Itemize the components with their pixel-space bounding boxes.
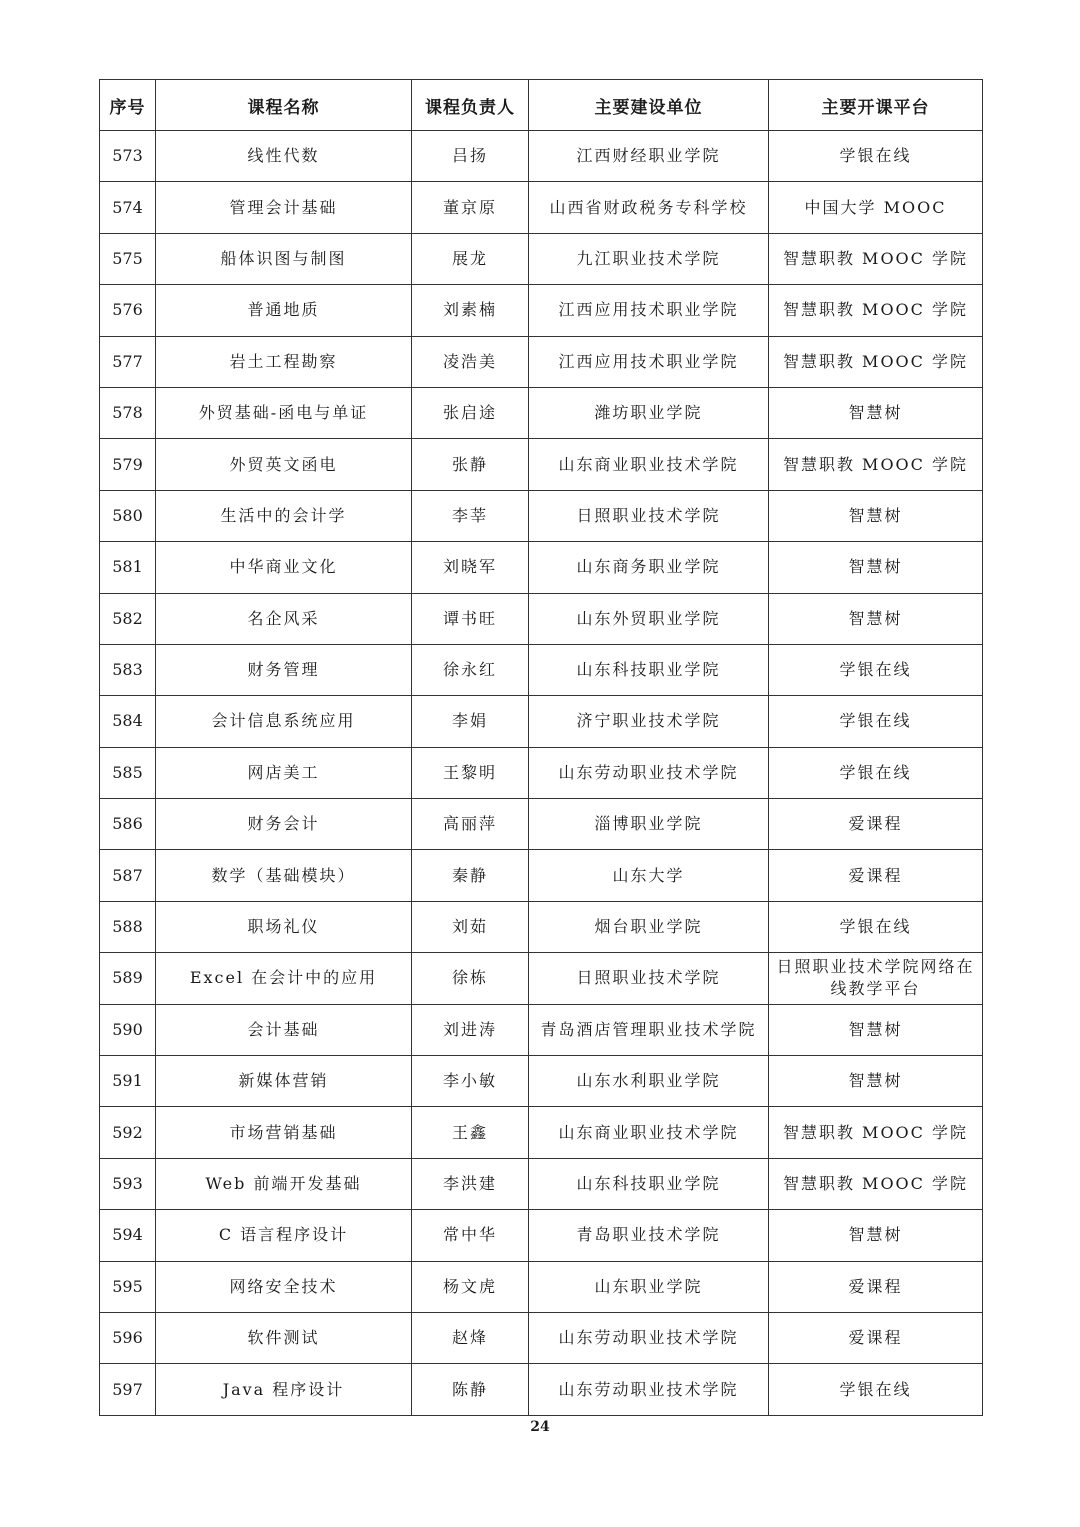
- cell-platform: 学银在线: [769, 1364, 983, 1415]
- cell-construction-unit: 日照职业技术学院: [529, 490, 769, 541]
- cell-serial-number: 576: [100, 285, 156, 336]
- table-row: [100, 696, 983, 747]
- cell-course-name: 外贸基础-函电与单证: [156, 387, 412, 438]
- cell-platform: 学银在线: [769, 131, 983, 182]
- cell-serial-number: 573: [100, 131, 156, 182]
- cell-course-name: 名企风采: [156, 593, 412, 644]
- cell-serial-number: 591: [100, 1056, 156, 1107]
- cell-serial-number: 586: [100, 799, 156, 850]
- cell-course-name: Web 前端开发基础: [156, 1158, 412, 1209]
- table-row: [100, 131, 983, 182]
- cell-construction-unit: 山东劳动职业技术学院: [529, 1364, 769, 1415]
- table-row: [100, 336, 983, 387]
- cell-serial-number: 575: [100, 233, 156, 284]
- cell-course-lead: 刘晓军: [412, 542, 529, 593]
- header-platform: 主要开课平台: [769, 80, 983, 131]
- cell-course-lead: 王鑫: [412, 1107, 529, 1158]
- cell-course-name: Java 程序设计: [156, 1364, 412, 1415]
- cell-course-lead: 展龙: [412, 233, 529, 284]
- cell-platform: 学银在线: [769, 696, 983, 747]
- table-header-row: [100, 80, 983, 131]
- table-row: [100, 285, 983, 336]
- cell-serial-number: 581: [100, 542, 156, 593]
- cell-serial-number: 585: [100, 747, 156, 798]
- cell-course-name: 管理会计基础: [156, 182, 412, 233]
- cell-course-name: 船体识图与制图: [156, 233, 412, 284]
- cell-course-name: 线性代数: [156, 131, 412, 182]
- table-row: [100, 233, 983, 284]
- cell-serial-number: 583: [100, 644, 156, 695]
- table-row: [100, 1107, 983, 1158]
- cell-course-lead: 吕扬: [412, 131, 529, 182]
- cell-platform: 中国大学 MOOC: [769, 182, 983, 233]
- cell-construction-unit: 山东商业职业技术学院: [529, 439, 769, 490]
- cell-course-lead: 王黎明: [412, 747, 529, 798]
- cell-platform: 智慧职教 MOOC 学院: [769, 1158, 983, 1209]
- cell-platform: 爱课程: [769, 850, 983, 901]
- table-row: [100, 747, 983, 798]
- cell-construction-unit: 山东外贸职业学院: [529, 593, 769, 644]
- page-number: 24: [530, 1419, 550, 1435]
- cell-course-lead: 陈静: [412, 1364, 529, 1415]
- cell-construction-unit: 山东大学: [529, 850, 769, 901]
- cell-course-name: 软件测试: [156, 1312, 412, 1363]
- table-row: [100, 1004, 983, 1055]
- cell-serial-number: 590: [100, 1004, 156, 1055]
- cell-course-name: 外贸英文函电: [156, 439, 412, 490]
- cell-construction-unit: 青岛酒店管理职业技术学院: [529, 1004, 769, 1055]
- table-row: [100, 490, 983, 541]
- cell-course-lead: 杨文虎: [412, 1261, 529, 1312]
- cell-course-name: 新媒体营销: [156, 1056, 412, 1107]
- cell-construction-unit: 江西财经职业学院: [529, 131, 769, 182]
- cell-course-lead: 李洪建: [412, 1158, 529, 1209]
- table-row: [100, 644, 983, 695]
- header-construction-unit: 主要建设单位: [529, 80, 769, 131]
- cell-serial-number: 584: [100, 696, 156, 747]
- cell-construction-unit: 江西应用技术职业学院: [529, 336, 769, 387]
- cell-platform: 智慧树: [769, 542, 983, 593]
- cell-course-lead: 刘素楠: [412, 285, 529, 336]
- cell-serial-number: 595: [100, 1261, 156, 1312]
- cell-serial-number: 594: [100, 1210, 156, 1261]
- cell-course-lead: 刘茹: [412, 901, 529, 952]
- cell-platform: 智慧树: [769, 387, 983, 438]
- table-row: [100, 1056, 983, 1107]
- cell-course-lead: 凌浩美: [412, 336, 529, 387]
- cell-construction-unit: 山东科技职业学院: [529, 644, 769, 695]
- cell-construction-unit: 烟台职业学院: [529, 901, 769, 952]
- cell-construction-unit: 济宁职业技术学院: [529, 696, 769, 747]
- cell-course-name: 会计信息系统应用: [156, 696, 412, 747]
- cell-platform: 智慧职教 MOOC 学院: [769, 285, 983, 336]
- table-row: [100, 542, 983, 593]
- cell-serial-number: 587: [100, 850, 156, 901]
- cell-course-name: 岩土工程勘察: [156, 336, 412, 387]
- cell-serial-number: 577: [100, 336, 156, 387]
- cell-construction-unit: 山东商务职业学院: [529, 542, 769, 593]
- cell-course-name: 职场礼仪: [156, 901, 412, 952]
- cell-course-lead: 常中华: [412, 1210, 529, 1261]
- header-course-lead: 课程负责人: [412, 80, 529, 131]
- cell-platform: 学银在线: [769, 644, 983, 695]
- table-row: [100, 953, 983, 1004]
- cell-serial-number: 580: [100, 490, 156, 541]
- cell-course-lead: 张静: [412, 439, 529, 490]
- cell-course-lead: 徐永红: [412, 644, 529, 695]
- table-row: [100, 799, 983, 850]
- cell-course-name: 生活中的会计学: [156, 490, 412, 541]
- table-row: [100, 1210, 983, 1261]
- cell-construction-unit: 山东劳动职业技术学院: [529, 1312, 769, 1363]
- cell-platform: 学银在线: [769, 747, 983, 798]
- cell-course-lead: 赵烽: [412, 1312, 529, 1363]
- cell-course-lead: 李莘: [412, 490, 529, 541]
- cell-serial-number: 593: [100, 1158, 156, 1209]
- cell-platform: 智慧树: [769, 1210, 983, 1261]
- cell-course-lead: 李娟: [412, 696, 529, 747]
- course-table: [99, 79, 983, 1416]
- cell-course-lead: 李小敏: [412, 1056, 529, 1107]
- cell-platform: 智慧树: [769, 1056, 983, 1107]
- cell-construction-unit: 江西应用技术职业学院: [529, 285, 769, 336]
- cell-serial-number: 588: [100, 901, 156, 952]
- table-row: [100, 387, 983, 438]
- cell-course-lead: 董京原: [412, 182, 529, 233]
- table-row: [100, 1312, 983, 1363]
- cell-construction-unit: 山东职业学院: [529, 1261, 769, 1312]
- cell-serial-number: 574: [100, 182, 156, 233]
- cell-construction-unit: 潍坊职业学院: [529, 387, 769, 438]
- cell-course-name: 市场营销基础: [156, 1107, 412, 1158]
- cell-platform: 智慧职教 MOOC 学院: [769, 1107, 983, 1158]
- cell-course-lead: 刘进涛: [412, 1004, 529, 1055]
- cell-platform: 智慧职教 MOOC 学院: [769, 439, 983, 490]
- cell-platform: 智慧树: [769, 490, 983, 541]
- cell-construction-unit: 山东商业职业技术学院: [529, 1107, 769, 1158]
- cell-platform: 爱课程: [769, 1312, 983, 1363]
- cell-course-name: Excel 在会计中的应用: [156, 953, 412, 1004]
- table-row: [100, 1364, 983, 1415]
- cell-construction-unit: 山东劳动职业技术学院: [529, 747, 769, 798]
- table-row: [100, 439, 983, 490]
- table-row: [100, 901, 983, 952]
- cell-construction-unit: 青岛职业技术学院: [529, 1210, 769, 1261]
- cell-construction-unit: 淄博职业学院: [529, 799, 769, 850]
- table-body: [100, 131, 983, 1416]
- cell-course-lead: 张启途: [412, 387, 529, 438]
- header-course-name: 课程名称: [156, 80, 412, 131]
- cell-serial-number: 596: [100, 1312, 156, 1363]
- cell-construction-unit: 日照职业技术学院: [529, 953, 769, 1004]
- table-row: [100, 1261, 983, 1312]
- cell-platform: 智慧树: [769, 593, 983, 644]
- cell-serial-number: 579: [100, 439, 156, 490]
- cell-course-name: 普通地质: [156, 285, 412, 336]
- cell-platform: 智慧职教 MOOC 学院: [769, 233, 983, 284]
- cell-serial-number: 589: [100, 953, 156, 1004]
- cell-serial-number: 597: [100, 1364, 156, 1415]
- cell-serial-number: 592: [100, 1107, 156, 1158]
- table-row: [100, 593, 983, 644]
- cell-course-name: 财务会计: [156, 799, 412, 850]
- cell-platform: 日照职业技术学院网络在线教学平台: [769, 953, 983, 1004]
- cell-course-name: 中华商业文化: [156, 542, 412, 593]
- cell-construction-unit: 山西省财政税务专科学校: [529, 182, 769, 233]
- cell-course-name: 网店美工: [156, 747, 412, 798]
- cell-course-lead: 秦静: [412, 850, 529, 901]
- cell-platform: 爱课程: [769, 1261, 983, 1312]
- cell-course-lead: 高丽萍: [412, 799, 529, 850]
- cell-course-name: 会计基础: [156, 1004, 412, 1055]
- table-row: [100, 182, 983, 233]
- cell-platform: 智慧职教 MOOC 学院: [769, 336, 983, 387]
- cell-course-name: C 语言程序设计: [156, 1210, 412, 1261]
- cell-serial-number: 582: [100, 593, 156, 644]
- cell-serial-number: 578: [100, 387, 156, 438]
- cell-course-lead: 谭书旺: [412, 593, 529, 644]
- cell-platform: 爱课程: [769, 799, 983, 850]
- cell-course-name: 财务管理: [156, 644, 412, 695]
- cell-course-lead: 徐栋: [412, 953, 529, 1004]
- cell-construction-unit: 山东水利职业学院: [529, 1056, 769, 1107]
- table-row: [100, 1158, 983, 1209]
- cell-platform: 学银在线: [769, 901, 983, 952]
- cell-course-name: 数学（基础模块）: [156, 850, 412, 901]
- cell-platform: 智慧树: [769, 1004, 983, 1055]
- cell-construction-unit: 山东科技职业学院: [529, 1158, 769, 1209]
- table-row: [100, 850, 983, 901]
- cell-course-name: 网络安全技术: [156, 1261, 412, 1312]
- cell-construction-unit: 九江职业技术学院: [529, 233, 769, 284]
- header-serial-number: 序号: [100, 80, 156, 131]
